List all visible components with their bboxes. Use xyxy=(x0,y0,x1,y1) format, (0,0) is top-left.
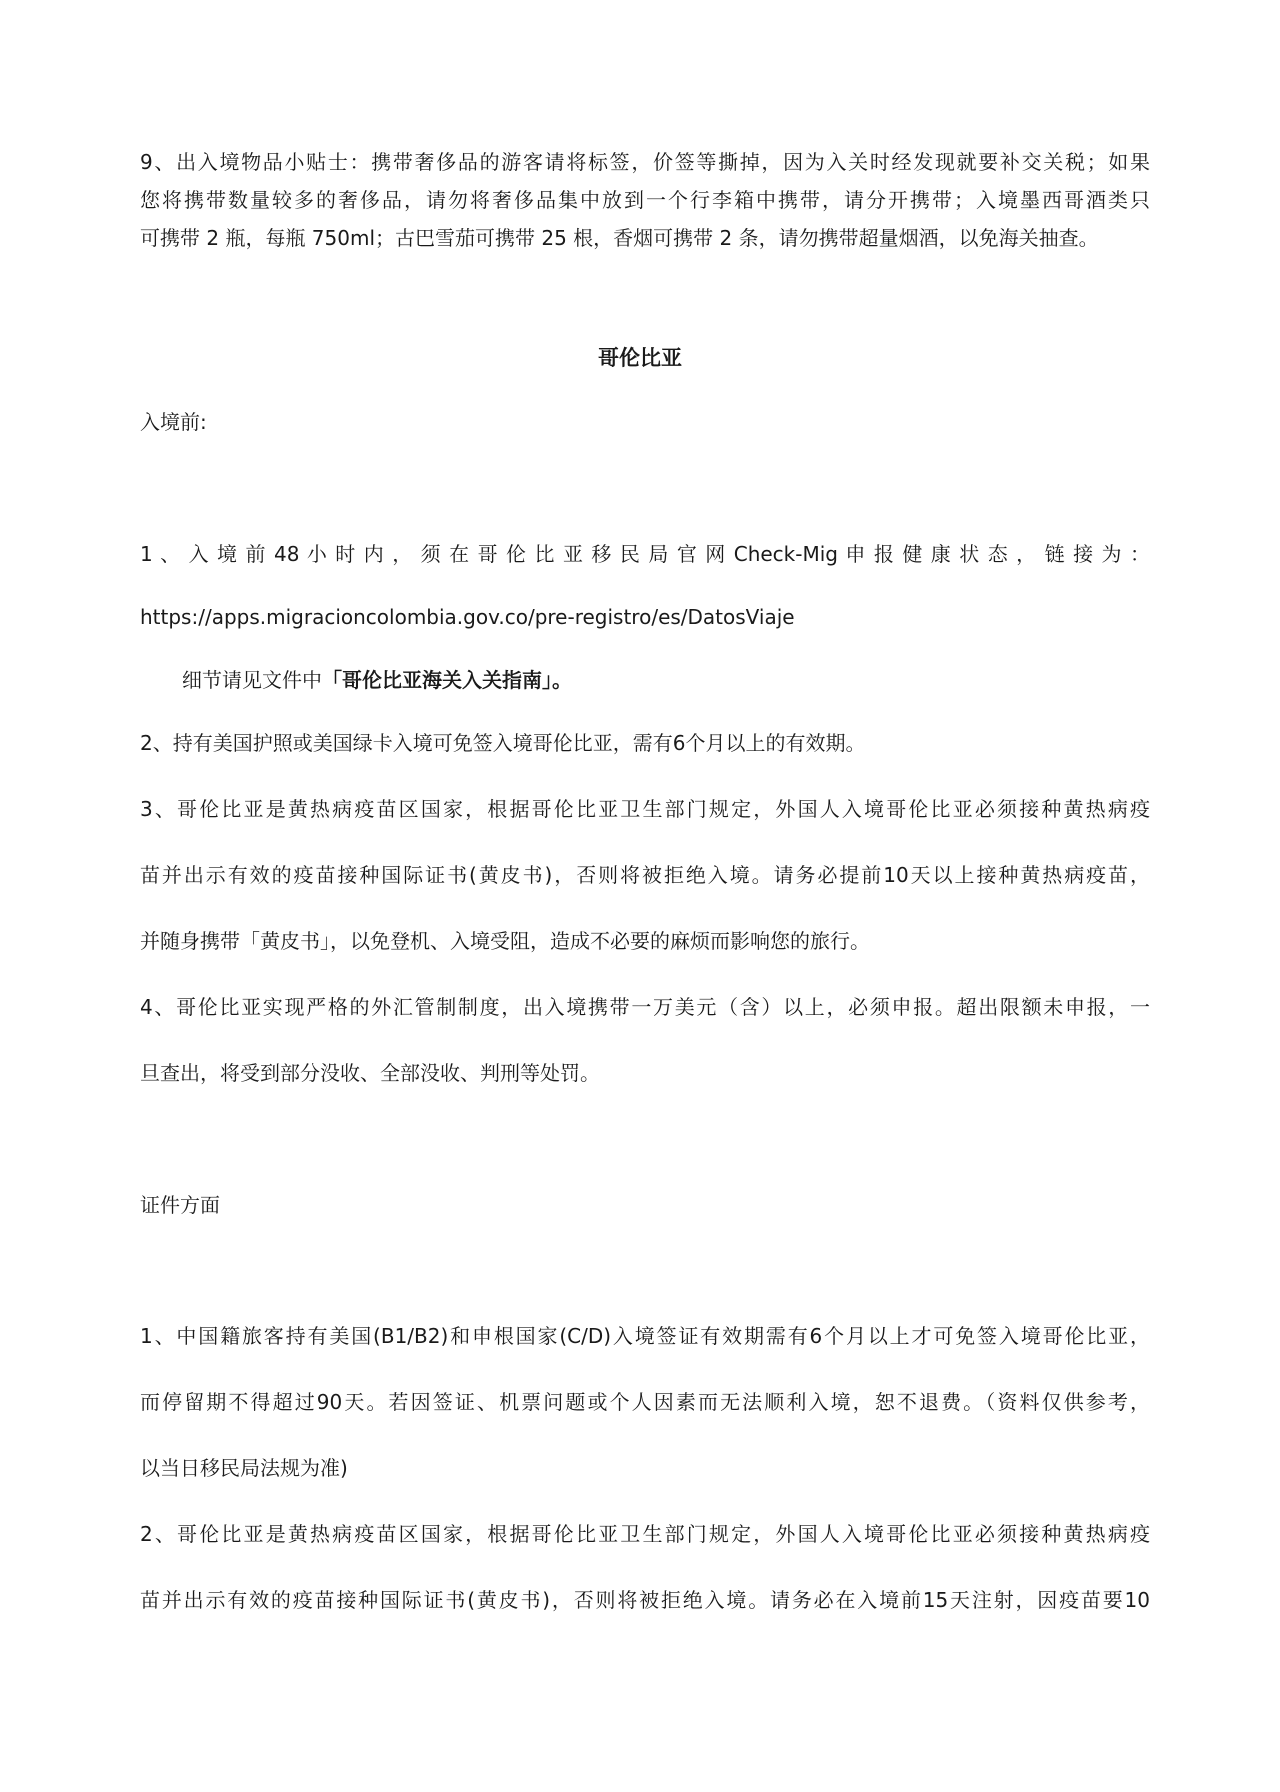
pre-entry-item1-line1: 1 、 入 境 前 48 小 时 内 ， 须 在 哥 伦 比 亚 移 民 局 官 网 Check-Mig 申 报 健 康 状 态 ， 链 接 为 ： xyxy=(140,542,1150,566)
documents-item1-line3: 以当日移民局法规为准) xyxy=(140,1456,348,1480)
detail-note-bold: 「哥伦比亚海关入关指南」。 xyxy=(322,668,572,692)
pre-entry-item2: 2、持有美国护照或美国绿卡入境可免签入境哥伦比亚，需有6个月以上的有效期。 xyxy=(140,731,866,755)
documents-item1-line2: 而停留期不得超过90天。若因签证、机票问题或个人因素而无法顺利入境，恕不退费。（资料仅供参考， xyxy=(140,1390,1150,1414)
item9-line-3: 可携带 2 瓶，每瓶 750ml；古巴雪茄可携带 25 根，香烟可携带 2 条，请勿携带超量烟酒，以免海关抽查。 xyxy=(140,226,1099,250)
documents-item2-line2: 苗并出示有效的疫苗接种国际证书(黄皮书)，否则将被拒绝入境。请务必在入境前15天注射，因疫苗要10 xyxy=(140,1588,1150,1612)
detail-note-prefix: 细节请见文件中 xyxy=(182,668,322,692)
pre-entry-item3-line2: 苗并出示有效的疫苗接种国际证书(黄皮书)，否则将被拒绝入境。请务必提前10天以上接种黄热病疫苗， xyxy=(140,863,1150,887)
pre-entry-item4-line1: 4、哥伦比亚实现严格的外汇管制制度，出入境携带一万美元（含）以上，必须申报。超出限额未申报，一 xyxy=(140,995,1150,1019)
section-title: 哥伦比亚 xyxy=(598,346,682,370)
pre-entry-item1-url: https://apps.migracioncolombia.gov.co/pre-registro/es/DatosViaje xyxy=(140,605,795,629)
pre-entry-heading: 入境前: xyxy=(140,410,207,434)
item9-line-2: 您将携带数量较多的奢侈品，请勿将奢侈品集中放到一个行李箱中携带，请分开携带；入境墨西哥酒类只 xyxy=(140,188,1150,212)
pre-entry-item4-line2: 旦查出，将受到部分没收、全部没收、判刑等处罚。 xyxy=(140,1061,600,1085)
documents-item2-line1: 2、哥伦比亚是黄热病疫苗区国家，根据哥伦比亚卫生部门规定，外国人入境哥伦比亚必须接种黄热病疫 xyxy=(140,1522,1150,1546)
documents-item1-line1: 1、中国籍旅客持有美国(B1/B2)和申根国家(C/D)入境签证有效期需有6个月以上才可免签入境哥伦比亚， xyxy=(140,1324,1150,1348)
pre-entry-item3-line1: 3、哥伦比亚是黄热病疫苗区国家，根据哥伦比亚卫生部门规定，外国人入境哥伦比亚必须接种黄热病疫 xyxy=(140,797,1150,821)
documents-heading: 证件方面 xyxy=(140,1193,220,1217)
detail-note xyxy=(182,666,572,694)
pre-entry-item3-line3: 并随身携带「黄皮书」，以免登机、入境受阻，造成不必要的麻烦而影响您的旅行。 xyxy=(140,929,870,953)
item9-line-1: 9、出入境物品小贴士：携带奢侈品的游客请将标签，价签等撕掉，因为入关时经发现就要补交关税；如果 xyxy=(140,150,1150,174)
